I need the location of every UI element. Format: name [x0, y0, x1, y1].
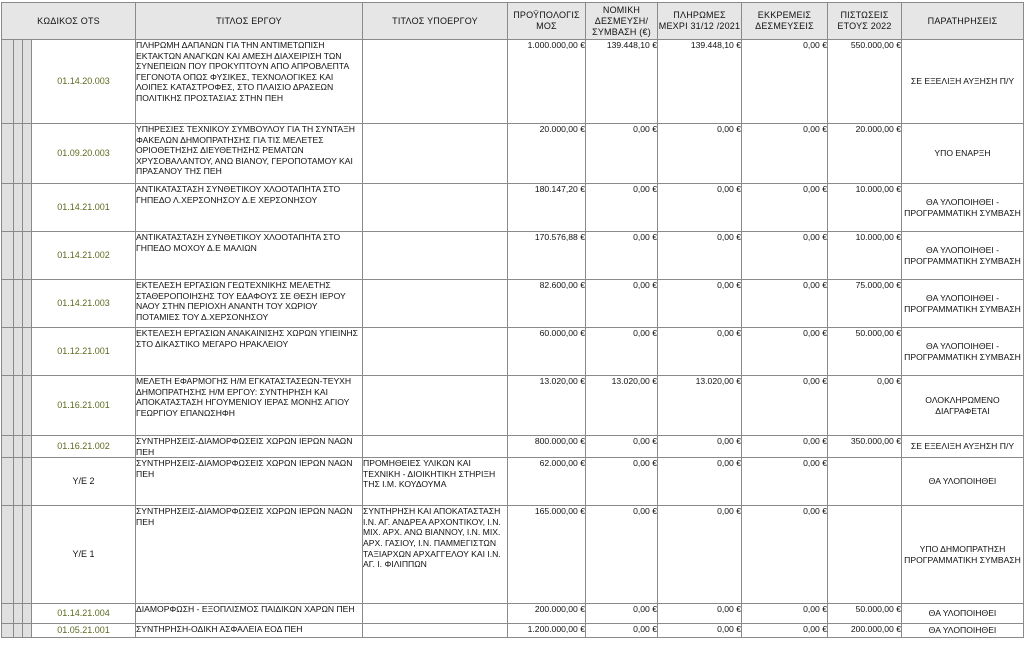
row-budget: 20.000,00 €: [508, 124, 586, 184]
table-body: [2, 40, 1024, 638]
row-commitment: 0,00 €: [586, 184, 658, 232]
row-pending: 0,00 €: [742, 376, 828, 436]
row-subtitle: [363, 328, 508, 376]
row-budget: 800.000,00 €: [508, 436, 586, 458]
row-title: ΣΥΝΤΗΡΗΣΗ-ΟΔΙΚΗ ΑΣΦΑΛΕΙΑ ΕΟΔ ΠΕΗ: [136, 624, 363, 638]
row-pending: 0,00 €: [742, 436, 828, 458]
row-budget: 1.200.000,00 €: [508, 624, 586, 638]
row-subtitle: [363, 624, 508, 638]
row-payments: 0,00 €: [658, 458, 742, 506]
row-indent-cell: [23, 458, 32, 506]
row-payments: 139.448,10 €: [658, 40, 742, 124]
row-code: 01.16.21.002: [32, 436, 136, 458]
row-title: ΑΝΤΙΚΑΤΑΣΤΑΣΗ ΣΥΝΘΕΤΙΚΟΥ ΧΛΟΟΤΑΠΗΤΑ ΣΤΟ ΓΗΠΕΔΟ Λ.ΧΕΡΣΟΝΗΣΟΥ Δ.Ε ΧΕΡΣΟΝΗΣΟΥ: [136, 184, 363, 232]
row-commitment: 0,00 €: [586, 624, 658, 638]
row-remarks: ΘΑ ΥΛΟΠΟΙΗΘΕΙ: [902, 604, 1024, 624]
row-indent-cell: [14, 40, 23, 124]
row-remarks: ΘΑ ΥΛΟΠΟΙΗΘΕΙ - ΠΡΟΓΡΑΜΜΑΤΙΚΗ ΣΥΜΒΑΣΗ: [902, 280, 1024, 328]
row-commitment: 0,00 €: [586, 506, 658, 604]
row-payments: 13.020,00 €: [658, 376, 742, 436]
row-indent-cell: [23, 376, 32, 436]
row-pending: 0,00 €: [742, 604, 828, 624]
budget-table: [1, 2, 1024, 638]
row-subtitle: ΠΡΟΜΗΘΕΙΕΣ ΥΛΙΚΩΝ ΚΑΙ ΤΕΧΝΙΚΗ - ΔΙΟΙΚΗΤΙΚΗ ΣΤΗΡΙΞΗ ΤΗΣ Ι.Μ. ΚΟΥΔΟΥΜΑ: [363, 458, 508, 506]
row-remarks: ΥΠΟ ΕΝΑΡΞΗ: [902, 124, 1024, 184]
row-title: ΕΚΤΕΛΕΣΗ ΕΡΓΑΣΙΩΝ ΑΝΑΚΑΙΝΙΣΗΣ ΧΩΡΩΝ ΥΓΙΕΙΝΗΣ ΣΤΟ ΔΙΚΑΣΤΙΚΟ ΜΕΓΑΡΟ ΗΡΑΚΛΕΙΟΥ: [136, 328, 363, 376]
row-pending: 0,00 €: [742, 232, 828, 280]
row-payments: 0,00 €: [658, 436, 742, 458]
row-title: ΣΥΝΤΗΡΗΣΕΙΣ-ΔΙΑΜΟΡΦΩΣΕΙΣ ΧΩΡΩΝ ΙΕΡΩΝ ΝΑΩΝ ΠΕΗ: [136, 458, 363, 506]
row-commitment: 139.448,10 €: [586, 40, 658, 124]
row-pending: 0,00 €: [742, 184, 828, 232]
row-credits: 50.000,00 €: [828, 328, 902, 376]
table-row: [2, 328, 1024, 376]
row-commitment: 13.020,00 €: [586, 376, 658, 436]
row-subtitle: [363, 232, 508, 280]
row-credits: 75.000,00 €: [828, 280, 902, 328]
row-indent-cell: [23, 328, 32, 376]
header-title: ΤΙΤΛΟΣ ΕΡΓΟΥ: [136, 3, 363, 40]
row-budget: 180.147,20 €: [508, 184, 586, 232]
row-indent-cell: [14, 458, 23, 506]
row-credits: 0,00 €: [828, 376, 902, 436]
row-budget: 13.020,00 €: [508, 376, 586, 436]
row-code: 01.14.21.001: [32, 184, 136, 232]
row-indent-cell: [14, 124, 23, 184]
header-remarks: ΠΑΡΑΤΗΡΗΣΕΙΣ: [902, 3, 1024, 40]
row-indent-cell: [23, 232, 32, 280]
header-payments: ΠΛΗΡΩΜΕΣ ΜΕΧΡΙ 31/12 /2021: [658, 3, 742, 40]
row-credits: 10.000,00 €: [828, 232, 902, 280]
row-indent-cell: [2, 604, 14, 624]
row-code: 01.14.20.003: [32, 40, 136, 124]
row-payments: 0,00 €: [658, 604, 742, 624]
header-subtitle: ΤΙΤΛΟΣ ΥΠΟΕΡΓΟΥ: [363, 3, 508, 40]
row-indent-cell: [2, 184, 14, 232]
header-credits: ΠΙΣΤΩΣΕΙΣ ΕΤΟΥΣ 2022: [828, 3, 902, 40]
row-indent-cell: [14, 624, 23, 638]
row-indent-cell: [2, 328, 14, 376]
row-pending: 0,00 €: [742, 40, 828, 124]
row-subtitle: [363, 184, 508, 232]
row-indent-cell: [23, 184, 32, 232]
row-remarks: ΘΑ ΥΛΟΠΟΙΗΘΕΙ - ΠΡΟΓΡΑΜΜΑΤΙΚΗ ΣΥΜΒΑΣΗ: [902, 328, 1024, 376]
row-commitment: 0,00 €: [586, 436, 658, 458]
row-remarks: ΘΑ ΥΛΟΠΟΙΗΘΕΙ: [902, 624, 1024, 638]
table-row: [2, 40, 1024, 124]
row-indent-cell: [14, 280, 23, 328]
header-budget: ΠΡΟΫΠΟΛΟΓΙΣ ΜΟΣ: [508, 3, 586, 40]
table-row: [2, 458, 1024, 506]
header-row: [2, 3, 1024, 40]
row-commitment: 0,00 €: [586, 124, 658, 184]
row-code: 01.05.21.001: [32, 624, 136, 638]
row-indent-cell: [23, 604, 32, 624]
row-credits: 200.000,00 €: [828, 624, 902, 638]
row-indent-cell: [23, 624, 32, 638]
row-indent-cell: [23, 506, 32, 604]
row-payments: 0,00 €: [658, 624, 742, 638]
row-indent-cell: [14, 506, 23, 604]
row-credits: 350.000,00 €: [828, 436, 902, 458]
row-subtitle: [363, 124, 508, 184]
row-remarks: ΘΑ ΥΛΟΠΟΙΗΘΕΙ: [902, 458, 1024, 506]
row-budget: 1.000.000,00 €: [508, 40, 586, 124]
table-row: [2, 624, 1024, 638]
row-commitment: 0,00 €: [586, 458, 658, 506]
row-indent-cell: [23, 40, 32, 124]
row-title: ΣΥΝΤΗΡΗΣΕΙΣ-ΔΙΑΜΟΡΦΩΣΕΙΣ ΧΩΡΩΝ ΙΕΡΩΝ ΝΑΩΝ ΠΕΗ: [136, 436, 363, 458]
row-code: Υ/Ε 1: [32, 506, 136, 604]
row-indent-cell: [23, 436, 32, 458]
row-commitment: 0,00 €: [586, 328, 658, 376]
header-pending: ΕΚΚΡΕΜΕΙΣ ΔΕΣΜΕΥΣΕΙΣ: [742, 3, 828, 40]
row-remarks: ΣΕ ΕΞΕΛΙΞΗ ΑΥΞΗΣΗ Π/Υ: [902, 40, 1024, 124]
row-code: 01.16.21.001: [32, 376, 136, 436]
row-code: 01.09.20.003: [32, 124, 136, 184]
table-row: [2, 124, 1024, 184]
header-commitment: ΝΟΜΙΚΗ ΔΕΣΜΕΥΣΗ/ ΣΥΜΒΑΣΗ (€): [586, 3, 658, 40]
row-credits: [828, 458, 902, 506]
row-code: 01.14.21.004: [32, 604, 136, 624]
row-code: Υ/Ε 2: [32, 458, 136, 506]
row-code: 01.12.21.001: [32, 328, 136, 376]
row-budget: 165.000,00 €: [508, 506, 586, 604]
row-subtitle: ΣΥΝΤΗΡΗΣΗ ΚΑΙ ΑΠΟΚΑΤΑΣΤΑΣΗ Ι.Ν. ΑΓ. ΑΝΔΡΕΑ ΑΡΧΟΝΤΙΚΟΥ, Ι.Ν. ΜΙΧ. ΑΡΧ. ΑΝΩ ΒΙΑΝΝΟΥ, Ι.Ν. ΜΙΧ. ΑΡΧ. ΓΑΣΙΟΥ, Ι.Ν. ΠΑΜΜΕΓΙΣΤΩΝ ΤΑΞΙΑΡΧΩΝ ΑΡΧΑΓΓΕΛΟΥ ΚΑΙ Ι.Ν. ΑΓ. Ι. ΦΙΛΙΠΠΩΝ: [363, 506, 508, 604]
row-remarks: ΘΑ ΥΛΟΠΟΙΗΘΕΙ - ΠΡΟΓΡΑΜΜΑΤΙΚΗ ΣΥΜΒΑΣΗ: [902, 184, 1024, 232]
row-payments: 0,00 €: [658, 232, 742, 280]
row-remarks: ΥΠΟ ΔΗΜΟΠΡΑΤΗΣΗ ΠΡΟΓΡΑΜΜΑΤΙΚΗ ΣΥΜΒΑΣΗ: [902, 506, 1024, 604]
table-row: [2, 506, 1024, 604]
row-payments: 0,00 €: [658, 280, 742, 328]
row-remarks: ΟΛΟΚΛΗΡΩΜΕΝΟ ΔΙΑΓΡΑΦΕΤΑΙ: [902, 376, 1024, 436]
row-payments: 0,00 €: [658, 124, 742, 184]
row-indent-cell: [2, 624, 14, 638]
row-commitment: 0,00 €: [586, 232, 658, 280]
table-row: [2, 280, 1024, 328]
row-pending: 0,00 €: [742, 506, 828, 604]
row-indent-cell: [2, 506, 14, 604]
row-pending: 0,00 €: [742, 328, 828, 376]
row-title: ΣΥΝΤΗΡΗΣΕΙΣ-ΔΙΑΜΟΡΦΩΣΕΙΣ ΧΩΡΩΝ ΙΕΡΩΝ ΝΑΩΝ ΠΕΗ: [136, 506, 363, 604]
row-payments: 0,00 €: [658, 506, 742, 604]
row-indent-cell: [23, 280, 32, 328]
row-indent-cell: [14, 328, 23, 376]
row-indent-cell: [2, 376, 14, 436]
row-title: ΕΚΤΕΛΕΣΗ ΕΡΓΑΣΙΩΝ ΓΕΩΤΕΧΝΙΚΗΣ ΜΕΛΕΤΗΣ ΣΤΑΘΕΡΟΠΟΙΗΣΗΣ ΤΟΥ ΕΔΑΦΟΥΣ ΣΕ ΘΕΣΗ ΙΕΡΟΥ ΝΑΟΥ ΣΤΗΝ ΠΕΡΙΟΧΗ ΑΝΑΝΤΗ ΤΟΥ ΧΩΡΙΟΥ ΠΟΤΑΜΙΕΣ ΤΟΥ Δ.ΧΕΡΣΟΝΗΣΟΥ: [136, 280, 363, 328]
row-indent-cell: [2, 124, 14, 184]
row-credits: 50.000,00 €: [828, 604, 902, 624]
row-subtitle: [363, 604, 508, 624]
row-remarks: ΣΕ ΕΞΕΛΙΞΗ ΑΥΞΗΣΗ Π/Υ: [902, 436, 1024, 458]
row-budget: 200.000,00 €: [508, 604, 586, 624]
row-budget: 170.576,88 €: [508, 232, 586, 280]
table-row: [2, 376, 1024, 436]
row-credits: 20.000,00 €: [828, 124, 902, 184]
row-indent-cell: [2, 458, 14, 506]
row-indent-cell: [14, 232, 23, 280]
row-title: ΜΕΛΕΤΗ ΕΦΑΡΜΟΓΗΣ Η/Μ ΕΓΚΑΤΑΣΤΑΣΕΩΝ-ΤΕΥΧΗ ΔΗΜΟΠΡΑΤΗΣΗΣ Η/Μ ΕΡΓΟΥ: ΣΥΝΤΗΡΗΣΗ ΚΑΙ ΑΠΟΚΑΤΑΣΤΑΣΗ ΗΓΟΥΜΕΝΙΟΥ ΙΕΡΑΣ ΜΟΝΗΣ ΑΓΙΟΥ ΓΕΩΡΓΙΟΥ ΕΠΑΝΩΣΗΦΗ: [136, 376, 363, 436]
row-pending: 0,00 €: [742, 280, 828, 328]
row-code: 01.14.21.002: [32, 232, 136, 280]
row-budget: 82.600,00 €: [508, 280, 586, 328]
row-commitment: 0,00 €: [586, 280, 658, 328]
row-pending: 0,00 €: [742, 624, 828, 638]
row-indent-cell: [14, 184, 23, 232]
row-title: ΠΛΗΡΩΜΗ ΔΑΠΑΝΩΝ ΓΙΑ ΤΗΝ ΑΝΤΙΜΕΤΩΠΙΣΗ ΕΚΤΑΚΤΩΝ ΑΝΑΓΚΩΝ ΚΑΙ ΑΜΕΣΗ ΔΙΑΧΕΙΡΙΣΗ ΤΩΝ ΣΥΝΕΠΕΙΩΝ ΠΟΥ ΠΡΟΚΥΠΤΟΥΝ ΑΠΟ ΑΠΡΟΒΛΕΠΤΑ ΓΕΓΟΝΟΤΑ ΟΠΩΣ ΦΥΣΙΚΕΣ, ΤΕΧΝΟΛΟΓΙΚΕΣ ΚΑΙ ΛΟΙΠΕΣ ΚΑΤΑΣΤΡΟΦΕΣ, ΣΤΟ ΠΛΑΙΣΙΟ ΔΡΑΣΕΩΝ ΠΟΛΙΤΙΚΗΣ ΠΡΟΣΤΑΣΙΑΣ ΣΤΗΝ ΠΕΗ: [136, 40, 363, 124]
row-subtitle: [363, 436, 508, 458]
table-row: [2, 184, 1024, 232]
table-row: [2, 436, 1024, 458]
row-indent-cell: [2, 232, 14, 280]
row-pending: 0,00 €: [742, 124, 828, 184]
row-indent-cell: [14, 604, 23, 624]
row-credits: 10.000,00 €: [828, 184, 902, 232]
row-title: ΑΝΤΙΚΑΤΑΣΤΑΣΗ ΣΥΝΘΕΤΙΚΟΥ ΧΛΟΟΤΑΠΗΤΑ ΣΤΟ ΓΗΠΕΔΟ ΜΟΧΟΥ Δ.Ε ΜΑΛΙΩΝ: [136, 232, 363, 280]
row-budget: 62.000,00 €: [508, 458, 586, 506]
row-indent-cell: [14, 376, 23, 436]
row-credits: 550.000,00 €: [828, 40, 902, 124]
row-title: ΔΙΑΜΟΡΦΩΣΗ - ΕΞΟΠΛΙΣΜΟΣ ΠΑΙΔΙΚΩΝ ΧΑΡΩΝ ΠΕΗ: [136, 604, 363, 624]
row-indent-cell: [2, 436, 14, 458]
row-indent-cell: [2, 280, 14, 328]
row-commitment: 0,00 €: [586, 604, 658, 624]
row-budget: 60.000,00 €: [508, 328, 586, 376]
row-payments: 0,00 €: [658, 328, 742, 376]
row-pending: 0,00 €: [742, 458, 828, 506]
row-credits: [828, 506, 902, 604]
row-subtitle: [363, 280, 508, 328]
row-payments: 0,00 €: [658, 184, 742, 232]
row-code: 01.14.21.003: [32, 280, 136, 328]
table-row: [2, 232, 1024, 280]
table-row: [2, 604, 1024, 624]
row-indent-cell: [23, 124, 32, 184]
row-remarks: ΘΑ ΥΛΟΠΟΙΗΘΕΙ - ΠΡΟΓΡΑΜΜΑΤΙΚΗ ΣΥΜΒΑΣΗ: [902, 232, 1024, 280]
row-title: ΥΠΗΡΕΣΙΕΣ ΤΕΧΝΙΚΟΥ ΣΥΜΒΟΥΛΟΥ ΓΙΑ ΤΗ ΣΥΝΤΑΞΗ ΦΑΚΕΛΩΝ ΔΗΜΟΠΡΑΤΗΣΗΣ ΓΙΑ ΤΙΣ ΜΕΛΕΤΕΣ ΟΡΙΟΘΕΤΗΣΗΣ ΔΙΕΥΘΕΤΗΣΗΣ ΡΕΜΑΤΩΝ ΧΡΥΣΟΒΑΛΑΝΤΟΥ, ΑΝΩ ΒΙΑΝΟΥ, ΓΕΡΟΠΟΤΑΜΟΥ ΚΑΙ ΠΡΑΣΑΝΟΥ ΤΗΣ ΠΕΗ: [136, 124, 363, 184]
row-indent-cell: [14, 436, 23, 458]
row-indent-cell: [2, 40, 14, 124]
header-code: ΚΩΔΙΚΟΣ OTS: [2, 3, 136, 40]
row-subtitle: [363, 376, 508, 436]
row-subtitle: [363, 40, 508, 124]
